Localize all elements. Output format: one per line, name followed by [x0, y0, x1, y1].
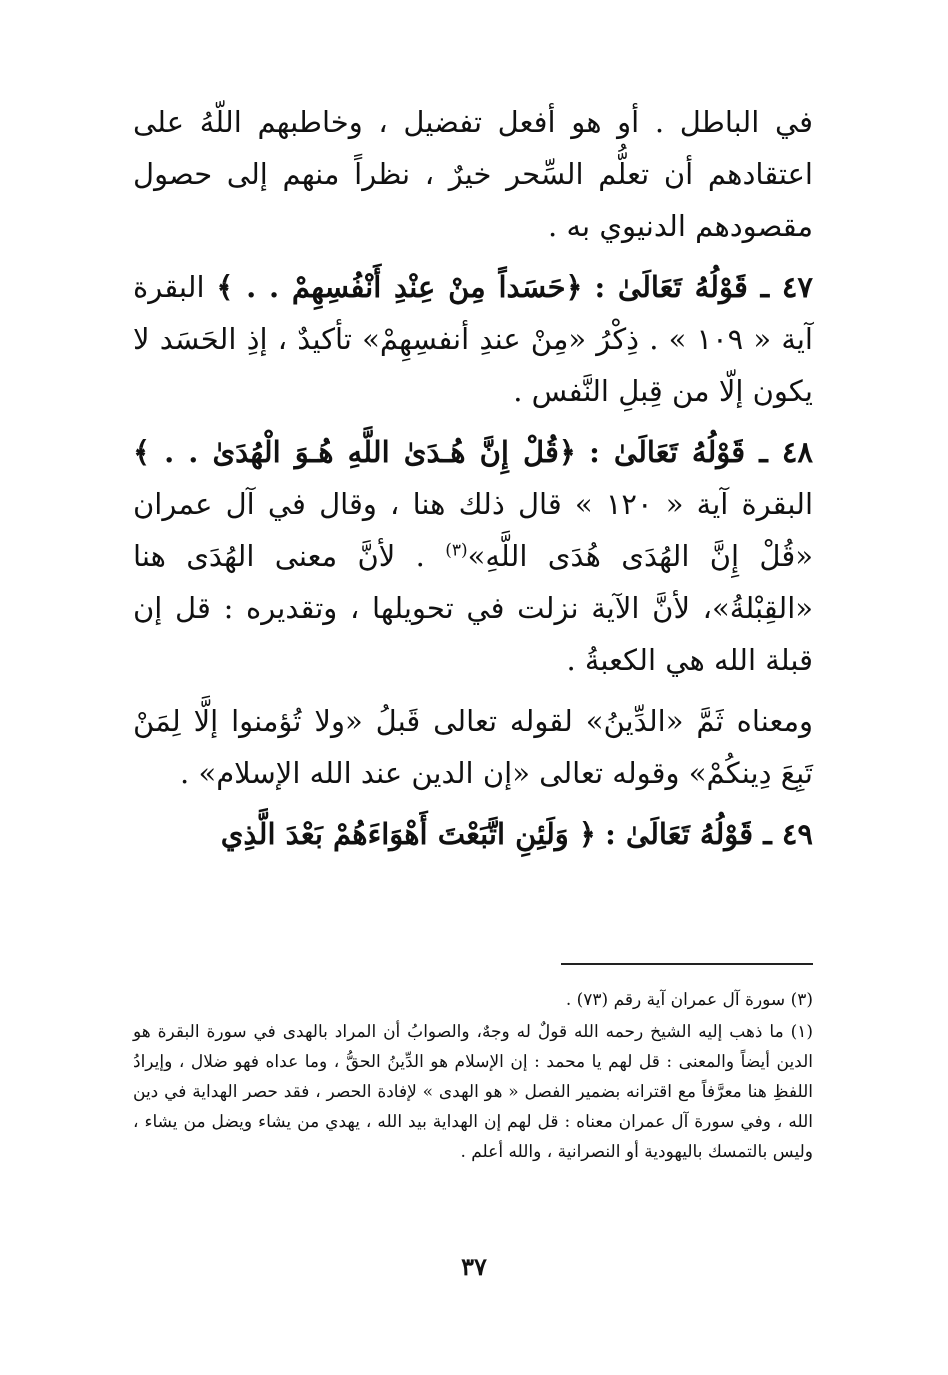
entry-47-quote: ﴿حَسَداً مِنْ عِنْدِ أَنْفُسِهِمْ . . ﴾	[216, 270, 583, 304]
main-text	[133, 96, 813, 869]
footnotes	[133, 985, 813, 1169]
footnote-divider	[561, 963, 813, 965]
footnote-ref-3: (٣)	[445, 540, 468, 561]
paragraph-continuation: في الباطل . أو هو أفعل تفضيل ، وخاطبهم اللّهُ على اعتقادهم أن تعلُّم السِّحر خيرٌ ، نظراً منهم إلى حصول مقصودهم الدنيوي به .	[133, 105, 813, 243]
entry-49	[133, 808, 813, 860]
page-number: ٣٧	[461, 1252, 487, 1281]
footnote-1: (١) ما ذهب إليه الشيخ رحمه الله قولٌ له وجهٌ، والصوابُ أن المراد بالهدى في سورة البقرة هو الدين أيضاً والمعنى : قل لهم يا محمد : إن الإسلام هو الدِّينُ الحقُّ ، وما عداه فهو ضلال ، وإيرادُ اللفظِ هنا معرَّفاً مع اقترانه بضمير الفصل « هو الهدى » لإفادة الحصر ، فقد حصر الهداية في دين الله ، وفي سورة آل عمران معناه : قل لهم إن الهداية بيد الله ، يهدي من يشاء ويضل من يشاء ، وليس بالتمسك باليهودية أو النصرانية ، والله أعلم .	[133, 1022, 813, 1162]
entry-47	[133, 261, 813, 417]
entry-48-heading: ٤٨ ـ قَوْلُهُ تَعَالَىٰ :	[589, 435, 814, 469]
entry-47-heading: ٤٧ ـ قَوْلُهُ تَعَالَىٰ :	[594, 270, 814, 304]
footnote-3: (٣) سورة آل عمران آية رقم (٧٣) .	[565, 990, 813, 1010]
entry-48	[133, 426, 813, 686]
entry-48-quote: ﴿قُلْ إِنَّ هُـدَىٰ اللَّهِ هُـوَ الْهُدَىٰ . . ﴾	[133, 435, 576, 469]
entry-47-body: البقرة آية « ١٠٩ » . ذِكْرُ «مِنْ عندِ أنفسِهِمْ» تأكيدٌ ، إذِ الحَسَد لا يكون إلّا من قِبلِ النَّفس .	[133, 270, 813, 408]
entry-48-body-b: . لأنَّ معنى الهُدَى هنا «القِبْلةُ»، لأنَّ الآية نزلت في تحويلها ، وتقديره : قل إن قبلة الله هي الكعبةُ .	[133, 539, 813, 677]
paragraph-din: ومعناه ثَمَّ «الدِّينُ» لقوله تعالى قَبلُ «ولا تُؤمنوا إلَّا لِمَنْ تَبِعَ دِينكُمْ» وقوله تعالى «إن الدين عند الله الإسلام» .	[133, 704, 813, 790]
entry-49-heading: ٤٩ ـ قَوْلُهُ تَعَالَىٰ :	[605, 817, 813, 851]
entry-49-quote: ﴿ وَلَئِنِ اتَّبَعْتَ أَهْوَاءَهُمْ بَعْدَ الَّذِي	[220, 817, 596, 851]
entry-48-body-a: البقرة آية « ١٢٠ » قال ذلك هنا ، وقال في آل عمران «قُلْ إِنَّ الهُدَى هُدَى اللَّهِ»	[133, 487, 814, 573]
